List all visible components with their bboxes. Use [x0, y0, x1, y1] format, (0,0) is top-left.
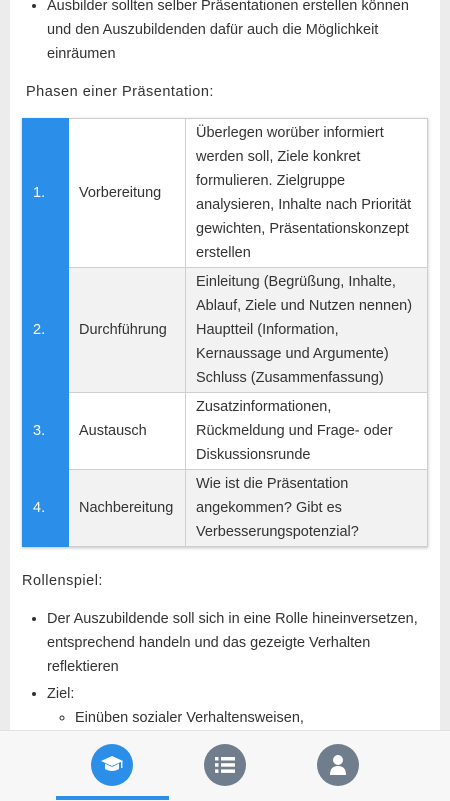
nav-profile-button[interactable]	[317, 744, 359, 786]
table-row	[23, 470, 428, 547]
roleplay-title: Rollenspiel:	[22, 573, 103, 589]
roleplay-list	[22, 607, 428, 730]
phase-name: Durchführung	[69, 268, 186, 393]
table-row	[23, 268, 428, 393]
nav-list-button[interactable]	[204, 744, 246, 786]
list-item-label: Ziel:	[47, 686, 75, 702]
intro-list	[22, 0, 428, 66]
phase-number: 4.	[23, 470, 69, 547]
list-item: • Der Auszubildende soll sich in eine Rolle hineinversetzen, entsprechend handeln und das gezeigte Verhalten reflektieren	[47, 607, 428, 679]
phase-number: 3.	[23, 393, 69, 470]
phase-name: Austausch	[69, 393, 186, 470]
phase-name: Vorbereitung	[69, 119, 186, 268]
roleplay-sublist	[47, 706, 428, 730]
intro-bullet: • Ausbilder sollten selber Präsentationen erstellen können und den Auszubildenden dafür auch die Möglichkeit einräumen	[47, 0, 428, 66]
phase-name: Nachbereitung	[69, 470, 186, 547]
list-item	[47, 682, 428, 730]
phase-description: Überlegen worüber informiert werden soll, Ziele konkret formulieren. Zielgruppe analysieren, Inhalte nach Priorität gewichten, Präsentationskonzept erstellen	[186, 119, 428, 268]
person-icon	[329, 754, 347, 776]
phase-description: Zusatzinformationen, Rückmeldung und Frage- oder Diskussionsrunde	[186, 393, 428, 470]
phases-title: Phasen einer Präsentation:	[26, 84, 214, 100]
table-row	[23, 393, 428, 470]
list-icon	[215, 756, 235, 774]
list-item: ◦ Einüben sozialer Verhaltensweisen,	[75, 706, 428, 730]
nav-learn-button[interactable]	[91, 744, 133, 786]
phase-description: Wie ist die Präsentation angekommen? Gibt es Verbesserungspotenzial?	[186, 470, 428, 547]
phase-number: 2.	[23, 268, 69, 393]
graduation-cap-icon	[100, 754, 124, 776]
content	[10, 0, 440, 730]
content-card	[10, 0, 440, 730]
bottom-nav	[0, 730, 450, 801]
table-row	[23, 119, 428, 268]
phase-number: 1.	[23, 119, 69, 268]
phases-table	[22, 118, 428, 547]
phase-description: Einleitung (Begrüßung, Inhalte, Ablauf, Ziele und Nutzen nennen) Hauptteil (Information, Kernaussage und Argumente) Schluss (Zusammenfassung)	[186, 268, 428, 393]
active-tab-indicator	[56, 796, 169, 800]
